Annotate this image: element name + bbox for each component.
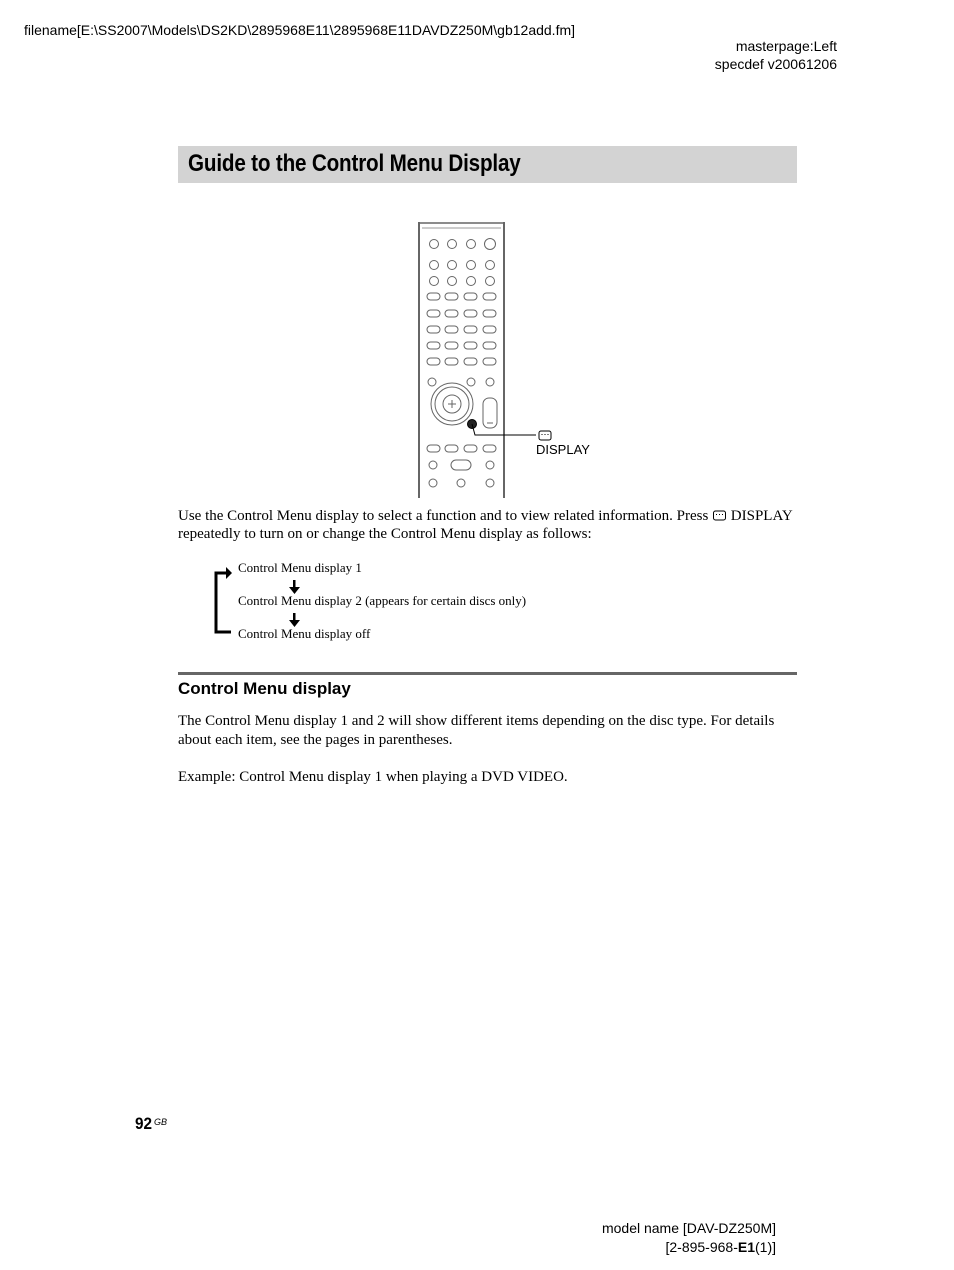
footer-model-info <box>560 1219 776 1257</box>
display-inline-icon <box>712 510 727 521</box>
page-title: Guide to the Control Menu Display <box>188 150 521 177</box>
part-number-prefix: [2-895-968- <box>665 1239 738 1255</box>
part-number-bold: E1 <box>737 1239 755 1255</box>
header-masterpage <box>640 37 837 73</box>
page-number: 92 <box>135 1114 153 1133</box>
specdef-text: specdef v20061206 <box>714 56 837 72</box>
part-number <box>560 1238 776 1257</box>
page-number-suffix: GB <box>154 1117 168 1127</box>
section-heading: Control Menu display <box>178 679 351 698</box>
cycle-item-display-2: Control Menu display 2 (appears for certain discs only) <box>238 593 527 608</box>
model-name-text: model name [DAV-DZ250M] <box>601 1220 776 1236</box>
intro-paragraph <box>178 507 803 543</box>
cycle-item-display-off: Control Menu display off <box>238 626 371 641</box>
cycle-arrow-right-icon <box>226 567 232 579</box>
masterpage-text: masterpage:Left <box>735 38 837 54</box>
intro-text-start: Use the Control Menu display to select a function and to view related information. Press <box>178 508 713 524</box>
intro-text-end: DISPLAY repeatedly to turn on or change the Control Menu display as follows: <box>178 508 793 542</box>
section-body: The Control Menu display 1 and 2 will show different items depending on the disc type. For details about each item, see the pages in parentheses. <box>178 713 775 748</box>
remote-control-illustration <box>418 222 598 500</box>
example-text: Example: Control Menu display 1 when playing a DVD VIDEO. <box>178 769 568 785</box>
header-filename: filename[E:\SS2007\Models\DS2KD\2895968E11\2895968E11DAVDZ250M\gb12add.fm] <box>24 22 576 38</box>
section-divider <box>178 672 797 675</box>
cycle-item-display-1: Control Menu display 1 <box>238 560 362 575</box>
display-callout-label: DISPLAY <box>536 442 590 457</box>
display-button-icon <box>538 430 552 441</box>
part-number-suffix: (1)] <box>755 1239 776 1255</box>
